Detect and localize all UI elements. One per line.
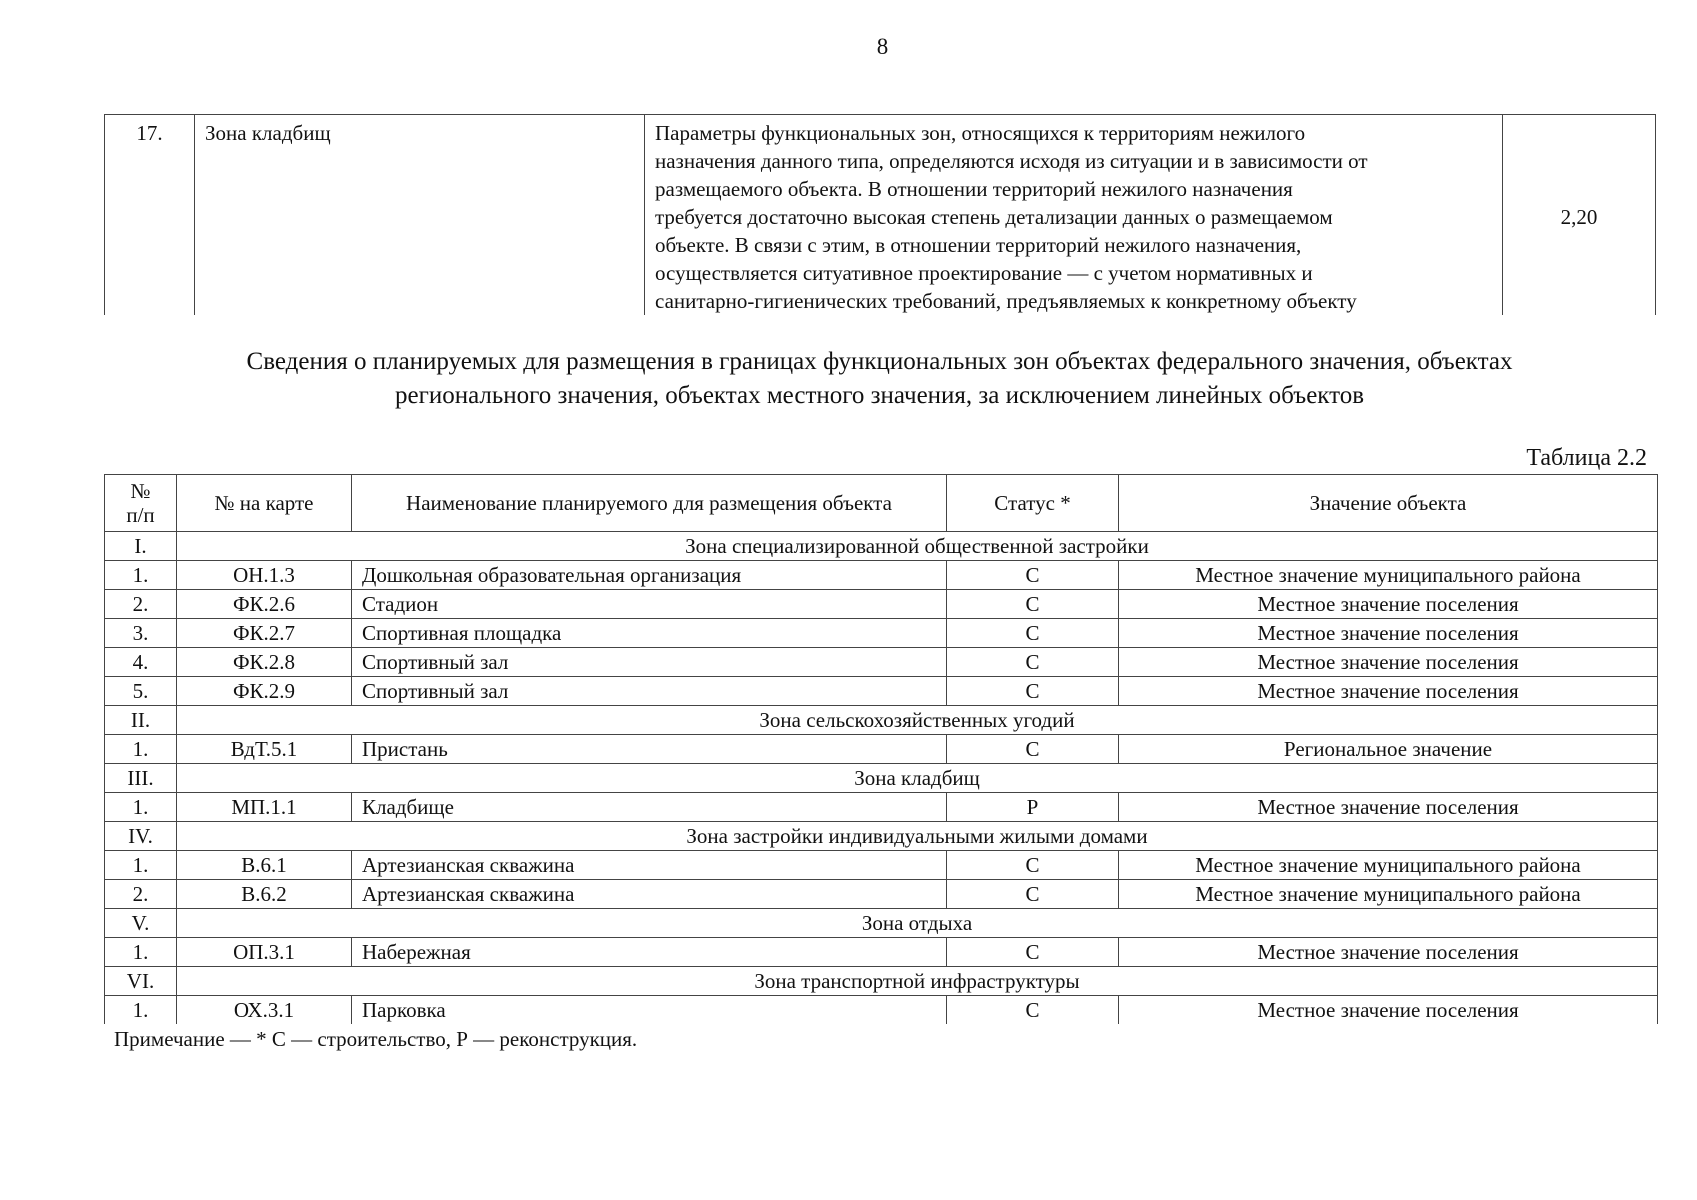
zone-number: II. bbox=[105, 706, 177, 735]
zone-title: Зона кладбищ bbox=[177, 764, 1658, 793]
object-name: Кладбище bbox=[352, 793, 947, 822]
header-num-line2: п/п bbox=[126, 503, 155, 527]
object-significance: Местное значение муниципального района bbox=[1119, 851, 1658, 880]
object-name: Стадион bbox=[352, 590, 947, 619]
map-code: ВдТ.5.1 bbox=[177, 735, 352, 764]
object-name: Дошкольная образовательная организация bbox=[352, 561, 947, 590]
object-status: С bbox=[947, 561, 1119, 590]
table-caption: Таблица 2.2 bbox=[1526, 445, 1647, 471]
zone-number: I. bbox=[105, 532, 177, 561]
table-row bbox=[105, 561, 1658, 590]
header-num-line1: № bbox=[130, 479, 151, 503]
header-num bbox=[105, 475, 177, 532]
map-code: ФК.2.7 bbox=[177, 619, 352, 648]
object-status: С bbox=[947, 648, 1119, 677]
description-line: Параметры функциональных зон, относящихся к территориям нежилого bbox=[655, 121, 1306, 145]
section-title bbox=[104, 345, 1655, 413]
object-name: Спортивный зал bbox=[352, 648, 947, 677]
zone-title: Зона сельскохозяйственных угодий bbox=[177, 706, 1658, 735]
zone-number: III. bbox=[105, 764, 177, 793]
map-code: ФК.2.8 bbox=[177, 648, 352, 677]
object-significance: Местное значение поселения bbox=[1119, 677, 1658, 706]
map-code: ФК.2.9 bbox=[177, 677, 352, 706]
item-number: 1. bbox=[105, 996, 177, 1025]
zone-number: V. bbox=[105, 909, 177, 938]
zone-number: IV. bbox=[105, 822, 177, 851]
zone-row bbox=[105, 822, 1658, 851]
object-significance: Местное значение поселения bbox=[1119, 938, 1658, 967]
object-name: Набережная bbox=[352, 938, 947, 967]
object-status: Р bbox=[947, 793, 1119, 822]
object-status: С bbox=[947, 677, 1119, 706]
map-code: ФК.2.6 bbox=[177, 590, 352, 619]
description-line: размещаемого объекта. В отношении территорий нежилого назначения bbox=[655, 177, 1293, 201]
continued-zone-table bbox=[104, 114, 1656, 315]
table-header-row bbox=[105, 475, 1658, 532]
description-line: требуется достаточно высокая степень детализации данных о размещаемом bbox=[655, 205, 1333, 229]
object-significance: Местное значение поселения bbox=[1119, 648, 1658, 677]
map-code: В.6.2 bbox=[177, 880, 352, 909]
object-significance: Местное значение муниципального района bbox=[1119, 880, 1658, 909]
item-number: 2. bbox=[105, 590, 177, 619]
table-body bbox=[105, 532, 1658, 1025]
table-row bbox=[105, 851, 1658, 880]
object-significance: Местное значение поселения bbox=[1119, 793, 1658, 822]
zone-name: Зона кладбищ bbox=[195, 115, 645, 316]
object-status: С bbox=[947, 938, 1119, 967]
table-row bbox=[105, 996, 1658, 1025]
description-line: назначения данного типа, определяются исходя из ситуации и в зависимости от bbox=[655, 149, 1368, 173]
table-row bbox=[105, 590, 1658, 619]
section-title-line: регионального значения, объектах местного значения, за исключением линейных объектов bbox=[394, 382, 1365, 409]
table-row bbox=[105, 619, 1658, 648]
item-number: 5. bbox=[105, 677, 177, 706]
table-row bbox=[105, 793, 1658, 822]
footnote: Примечание — * С — строительство, Р — реконструкция. bbox=[114, 1027, 638, 1051]
planned-objects-table bbox=[104, 474, 1658, 1024]
header-map: № на карте bbox=[177, 475, 352, 532]
zone-row bbox=[105, 909, 1658, 938]
object-significance: Местное значение поселения bbox=[1119, 619, 1658, 648]
object-significance: Местное значение поселения bbox=[1119, 590, 1658, 619]
table-row bbox=[105, 880, 1658, 909]
header-status: Статус * bbox=[947, 475, 1119, 532]
table-row bbox=[105, 648, 1658, 677]
object-name: Парковка bbox=[352, 996, 947, 1025]
zone-title: Зона застройки индивидуальными жилыми домами bbox=[177, 822, 1658, 851]
table-row bbox=[105, 735, 1658, 764]
item-number: 4. bbox=[105, 648, 177, 677]
map-code: ОХ.3.1 bbox=[177, 996, 352, 1025]
object-name: Спортивная площадка bbox=[352, 619, 947, 648]
zone-title: Зона специализированной общественной застройки bbox=[177, 532, 1658, 561]
object-significance: Региональное значение bbox=[1119, 735, 1658, 764]
page-number: 8 bbox=[876, 34, 889, 59]
object-name: Артезианская скважина bbox=[352, 851, 947, 880]
object-name: Спортивный зал bbox=[352, 677, 947, 706]
zone-row bbox=[105, 532, 1658, 561]
description-line: санитарно-гигиенических требований, предъявляемых к конкретному объекту bbox=[655, 289, 1357, 313]
item-number: 1. bbox=[105, 938, 177, 967]
zone-row bbox=[105, 967, 1658, 996]
zone-row bbox=[105, 764, 1658, 793]
section-title-line: Сведения о планируемых для размещения в границах функциональных зон объектах федерального значения, объектах bbox=[246, 348, 1513, 375]
object-status: С bbox=[947, 619, 1119, 648]
table-row bbox=[105, 677, 1658, 706]
map-code: ОП.3.1 bbox=[177, 938, 352, 967]
item-number: 3. bbox=[105, 619, 177, 648]
row-number: 17. bbox=[105, 115, 195, 316]
object-name: Пристань bbox=[352, 735, 947, 764]
zone-description bbox=[645, 115, 1503, 316]
table-row bbox=[105, 115, 1656, 316]
item-number: 1. bbox=[105, 735, 177, 764]
object-status: С bbox=[947, 880, 1119, 909]
header-name: Наименование планируемого для размещения объекта bbox=[352, 475, 947, 532]
zone-title: Зона отдыха bbox=[177, 909, 1658, 938]
item-number: 1. bbox=[105, 851, 177, 880]
object-status: С bbox=[947, 996, 1119, 1025]
object-status: С bbox=[947, 590, 1119, 619]
item-number: 1. bbox=[105, 793, 177, 822]
object-significance: Местное значение поселения bbox=[1119, 996, 1658, 1025]
map-code: В.6.1 bbox=[177, 851, 352, 880]
object-status: С bbox=[947, 735, 1119, 764]
item-number: 1. bbox=[105, 561, 177, 590]
map-code: МП.1.1 bbox=[177, 793, 352, 822]
zone-title: Зона транспортной инфраструктуры bbox=[177, 967, 1658, 996]
description-line: осуществляется ситуативное проектирование — с учетом нормативных и bbox=[655, 261, 1313, 285]
object-status: С bbox=[947, 851, 1119, 880]
header-significance: Значение объекта bbox=[1119, 475, 1658, 532]
description-line: объекте. В связи с этим, в отношении территорий нежилого назначения, bbox=[655, 233, 1302, 257]
map-code: ОН.1.3 bbox=[177, 561, 352, 590]
zone-row bbox=[105, 706, 1658, 735]
zone-area-value: 2,20 bbox=[1503, 115, 1656, 316]
table-row bbox=[105, 938, 1658, 967]
item-number: 2. bbox=[105, 880, 177, 909]
object-significance: Местное значение муниципального района bbox=[1119, 561, 1658, 590]
object-name: Артезианская скважина bbox=[352, 880, 947, 909]
zone-number: VI. bbox=[105, 967, 177, 996]
